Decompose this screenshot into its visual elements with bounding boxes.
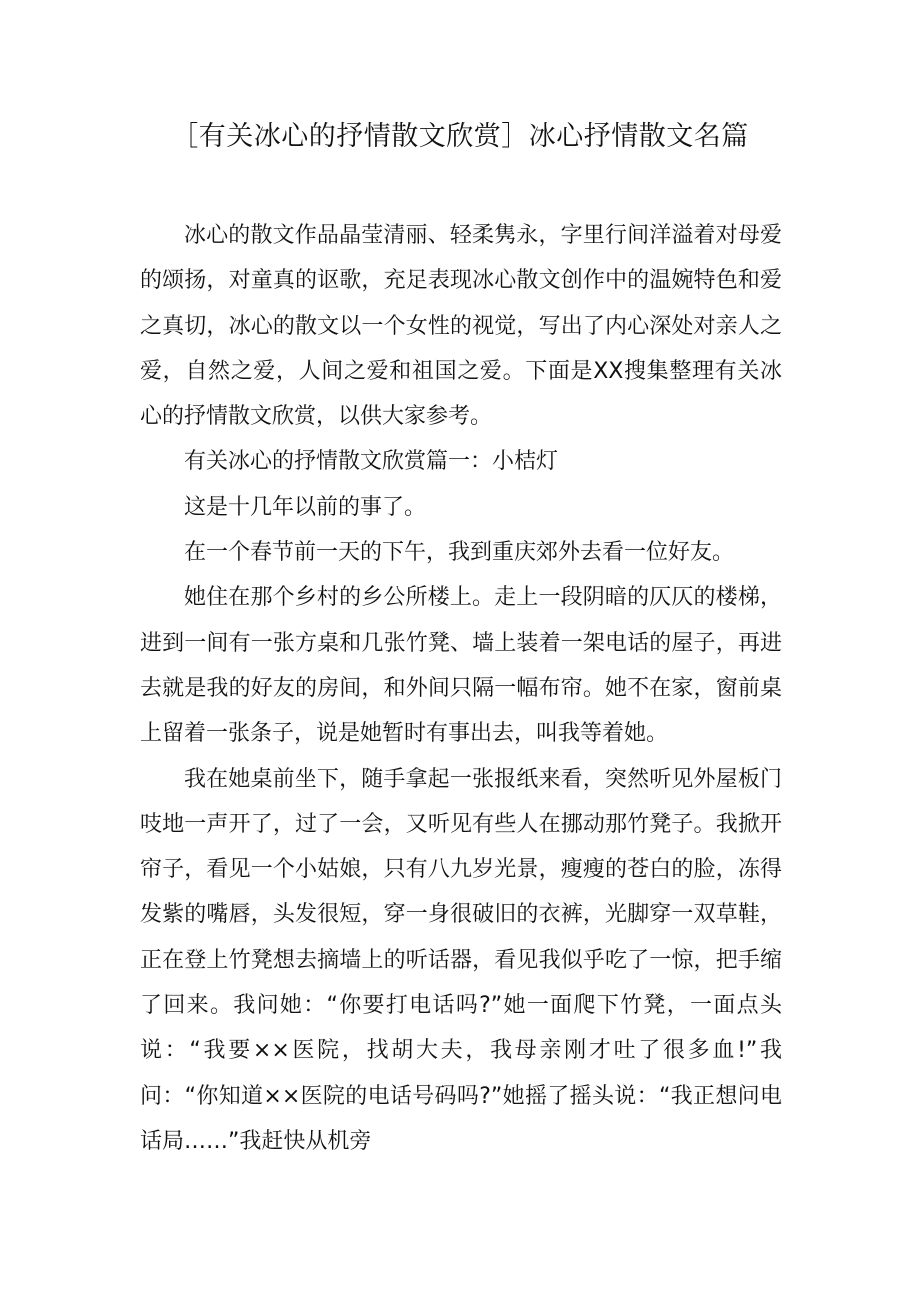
- story-paragraph: 在一个春节前一天的下午，我到重庆郊外去看一位好友。: [184, 540, 735, 566]
- story-paragraph: 她住在那个乡村的乡公所楼上。走上一段阴暗的仄仄的楼梯，进到一间有一张方桌和几张竹凳、墙上装着一架电话的屋子，再进去就是我的好友的房间，和外间只隔一幅布帘。她不在家，窗前桌上留着一张条子，说是她暂时有事出去，叫我等着她。: [140, 585, 782, 747]
- story-paragraph: 这是十几年以前的事了。: [184, 494, 427, 520]
- story-paragraph: 我在她桌前坐下，随手拿起一张报纸来看，突然听见外屋板门吱地一声开了，过了一会，又听见有些人在挪动那竹凳子。我掀开帘子，看见一个小姑娘，只有八九岁光景，瘦瘦的苍白的脸，冻得发紫的嘴唇，头发很短，穿一身很破旧的衣裤，光脚穿一双草鞋，正在登上竹凳想去摘墙上的听话器，看见我似乎吃了一惊，把手缩了回来。我问她：“你要打电话吗?”她一面爬下竹凳，一面点头说：“我要××医院，找胡大夫，我母亲刚才吐了很多血!”我问：“你知道××医院的电话号码吗?”她摇了摇头说：“我正想问电话局……”我赶快从机旁: [140, 766, 782, 1154]
- section-heading: 有关冰心的抒情散文欣赏篇一：小桔灯: [184, 449, 559, 475]
- document-body: [140, 213, 782, 1164]
- intro-paragraph: 冰心的散文作品晶莹清丽、轻柔隽永，字里行间洋溢着对母爱的颂扬，对童真的讴歌，充足表现冰心散文创作中的温婉特色和爱之真切，冰心的散文以一个女性的视觉，写出了内心深处对亲人之爱，自然之爱，人间之爱和祖国之爱。下面是XX搜集整理有关冰心的抒情散文欣赏，以供大家参考。: [140, 223, 782, 430]
- document-title: ［有关冰心的抒情散文欣赏］冰心抒情散文名篇: [171, 121, 749, 152]
